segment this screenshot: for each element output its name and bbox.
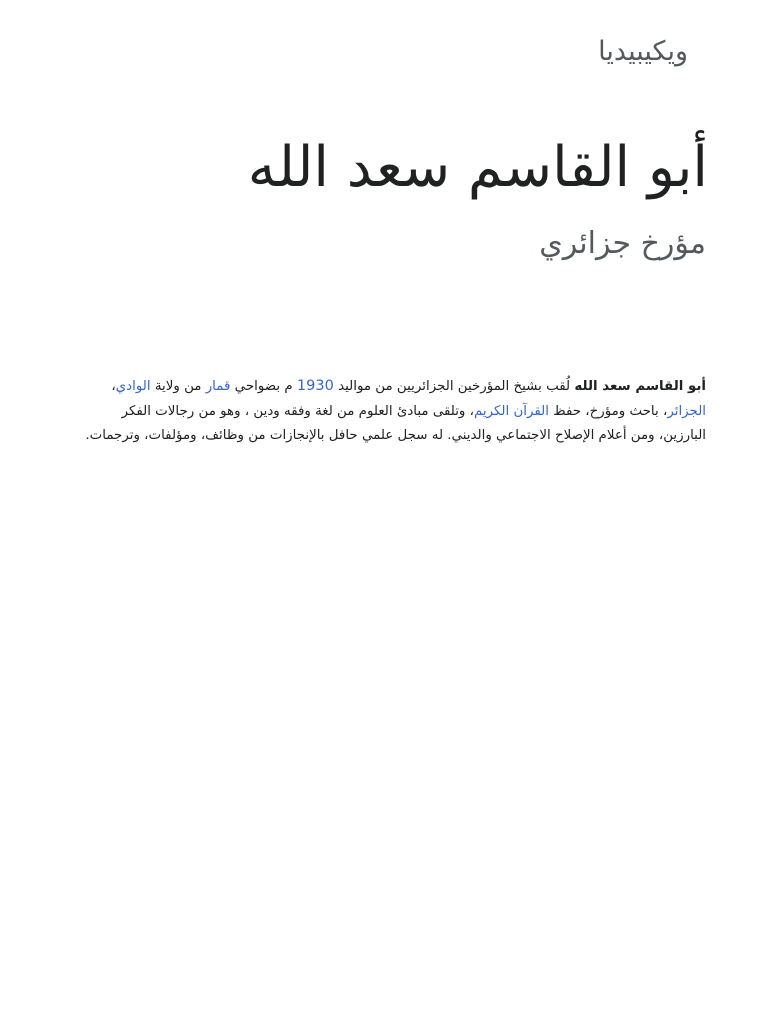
link-el-oued[interactable]: الوادي <box>115 379 151 394</box>
article-subtitle: مؤرخ جزائري <box>539 226 706 261</box>
site-name-wikipedia[interactable]: ويكيبيديا <box>598 36 688 67</box>
lead-text: م بضواحي <box>230 379 297 394</box>
article-title: أبو القاسم سعد الله <box>247 135 708 200</box>
lead-text: من ولاية <box>150 379 206 394</box>
lead-paragraph <box>72 374 706 449</box>
link-1930[interactable]: 1930 <box>296 378 334 394</box>
link-quran[interactable]: القرآن الكريم <box>473 403 549 419</box>
lead-text: ، <box>111 379 116 394</box>
lead-text: لُقب بشيخ المؤرخين الجزائريين من مواليد <box>333 379 575 394</box>
lead-text: ، باحث ومؤرخ، حفظ <box>548 403 668 419</box>
link-qamar[interactable]: قمار <box>205 379 231 394</box>
lead-subject-bold: أبو القاسم سعد الله <box>574 379 706 394</box>
link-algeria[interactable]: الجزائر <box>667 403 706 419</box>
lead-text: ، وتلقى مبادئ العلوم من لغة وفقه ودين ، وهو من رجالات الفكر البارزين، ومن أعلام الإصلاح الاجتماعي والديني. له سجل علمي حافل بالإنجازات من وظائف، ومؤلفات، وترجمات. <box>85 403 706 443</box>
